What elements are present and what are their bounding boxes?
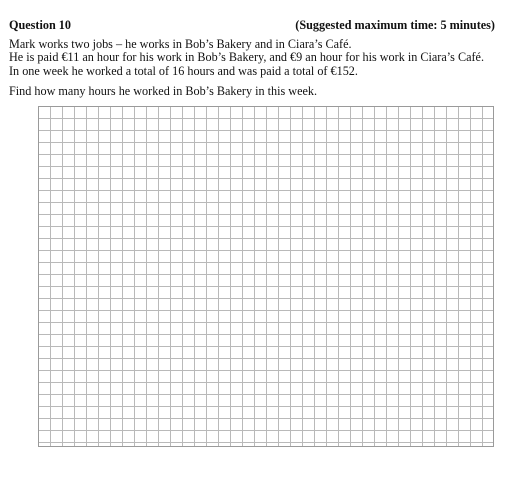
suggested-time-note: (Suggested maximum time: 5 minutes) [295, 18, 495, 32]
question-line-3: In one week he worked a total of 16 hours and was paid a total of €152. [9, 63, 358, 78]
question-title: Question 10 [9, 18, 71, 32]
question-line-1: Mark works two jobs – he works in Bob’s Bakery and in Ciara’s Café. [9, 37, 352, 51]
answer-grid[interactable] [38, 106, 494, 447]
question-header [9, 17, 495, 33]
question-line-2: He is paid €11 an hour for his work in Bob’s Bakery, and €9 an hour for his work in Ciara’s Café. [9, 50, 484, 65]
question-prompt: Find how many hours he worked in Bob’s Bakery in this week. [9, 84, 318, 98]
question-body [9, 38, 509, 78]
